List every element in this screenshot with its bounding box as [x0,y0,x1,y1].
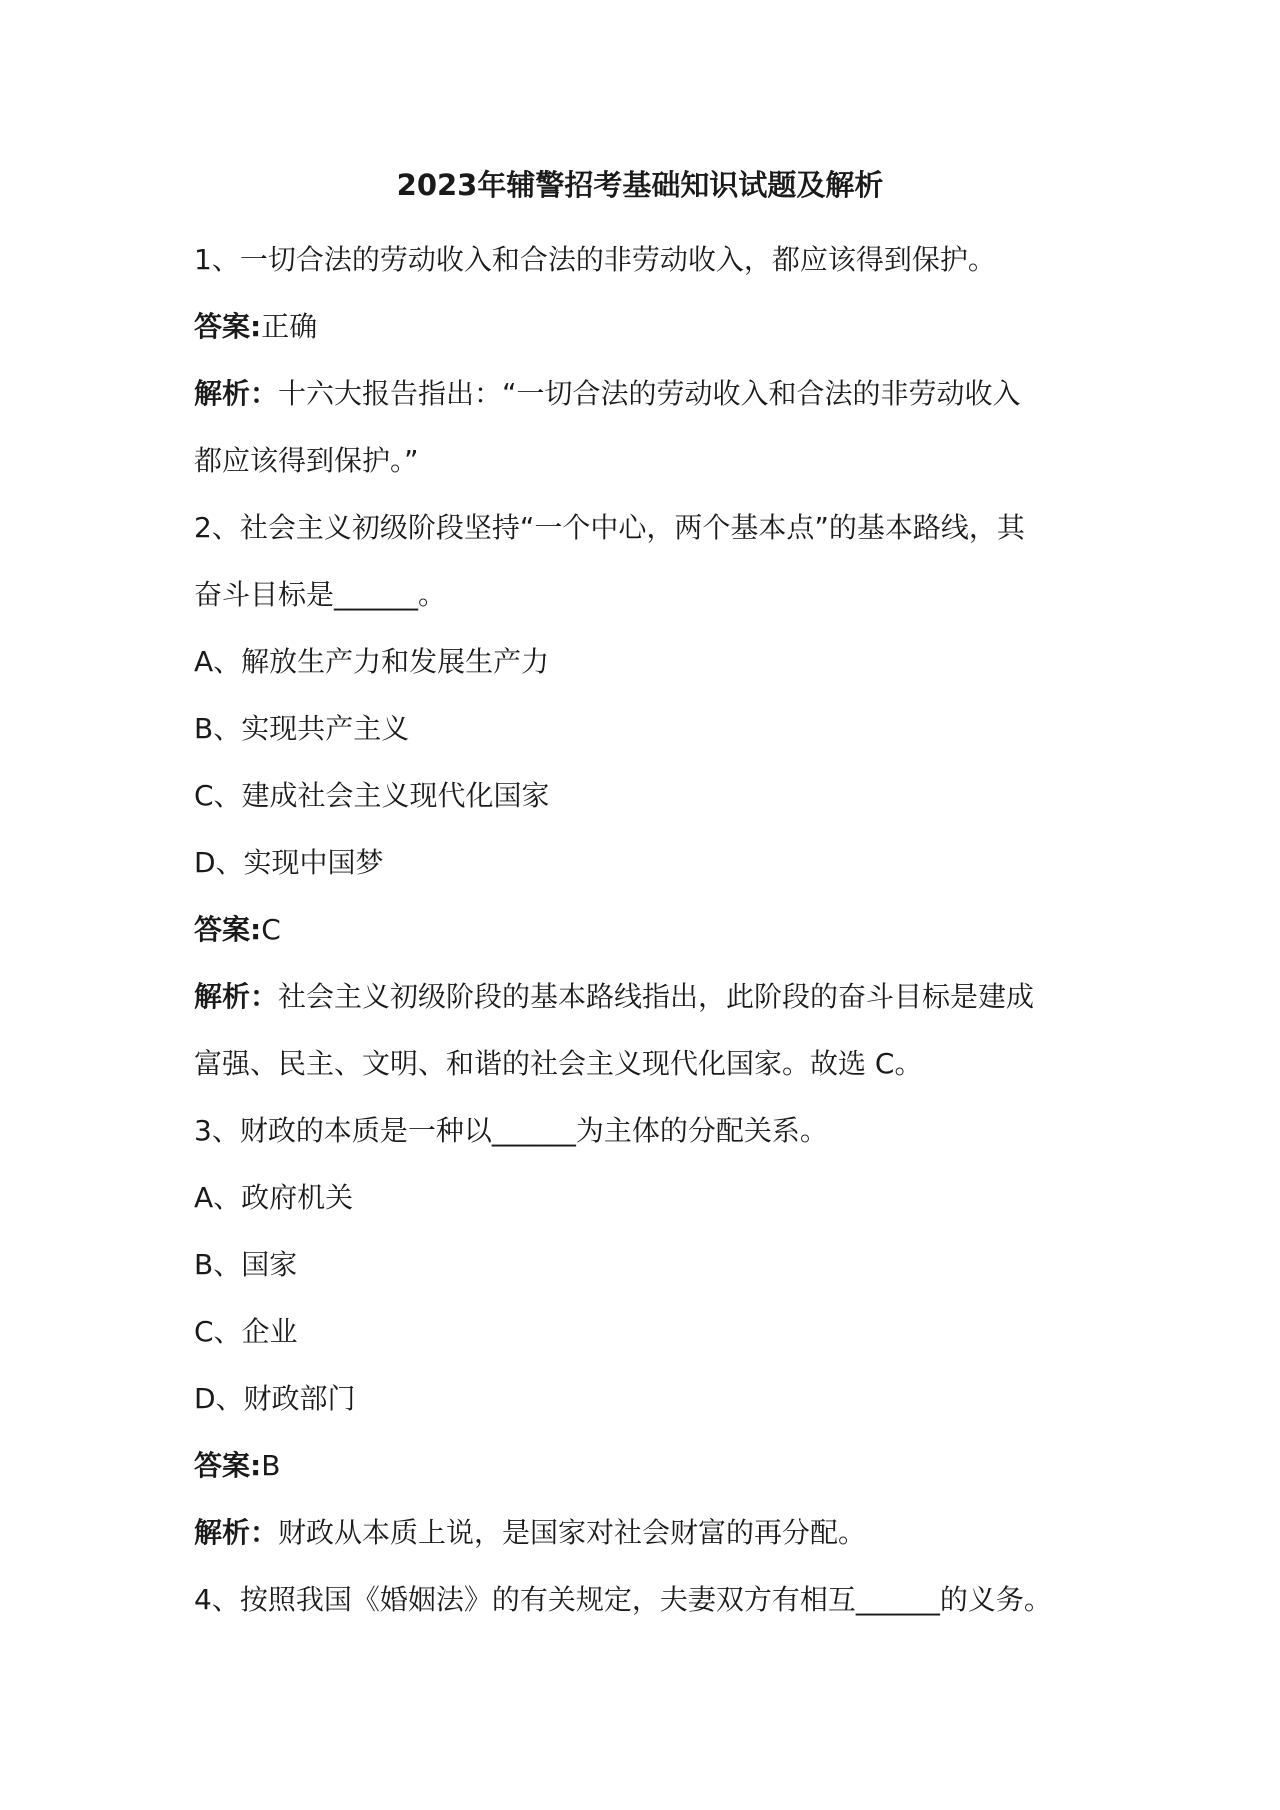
question-3-option-c: C、企业 [194,1315,298,1348]
answer-label: 答案: [194,913,262,946]
explanation-text: 财政从本质上说，是国家对社会财富的再分配。 [278,1516,867,1549]
answer-value: B [261,1449,281,1482]
question-2-option-d: D、实现中国梦 [194,846,384,879]
question-3-option-d: D、财政部门 [194,1382,356,1415]
explanation-2-line-1 [194,977,1034,1017]
answer-3 [194,1446,280,1486]
question-2-option-c: C、建成社会主义现代化国家 [194,779,550,812]
question-2-text-line-1: 2、社会主义初级阶段坚持“一个中心，两个基本点”的基本路线，其 [194,511,1025,544]
answer-1 [194,307,317,347]
explanation-label: 解析： [194,377,279,410]
question-3-option-b: B、国家 [194,1248,298,1281]
question-2-text-line-2: 奋斗目标是______。 [194,578,447,611]
question-4-text: 4、按照我国《婚姻法》的有关规定，夫妻双方有相互______的义务。 [194,1583,1052,1616]
explanation-label: 解析： [194,980,279,1013]
question-2-option-a: A、解放生产力和发展生产力 [194,645,550,678]
explanation-label: 解析： [194,1516,279,1549]
answer-value: 正确 [261,310,318,343]
question-1-text: 1、一切合法的劳动收入和合法的非劳动收入，都应该得到保护。 [194,243,996,276]
answer-2 [194,910,281,950]
question-2-option-b: B、实现共产主义 [194,712,410,745]
answer-label: 答案: [194,1449,262,1482]
question-3-option-a: A、政府机关 [194,1181,354,1214]
explanation-1-line-1 [194,374,1021,414]
answer-label: 答案: [194,310,262,343]
page-title: 2023年辅警招考基础知识试题及解析 [396,168,884,202]
explanation-text: 社会主义初级阶段的基本路线指出，此阶段的奋斗目标是建成 [278,980,1035,1013]
explanation-3 [194,1513,866,1553]
explanation-text: 十六大报告指出：“一切合法的劳动收入和合法的非劳动收入 [278,377,1021,410]
explanation-1-line-2: 都应该得到保护。” [194,444,419,477]
question-3-text: 3、财政的本质是一种以______为主体的分配关系。 [194,1114,828,1147]
answer-value: C [261,913,281,946]
explanation-2-line-2: 富强、民主、文明、和谐的社会主义现代化国家。故选 C。 [194,1047,923,1080]
